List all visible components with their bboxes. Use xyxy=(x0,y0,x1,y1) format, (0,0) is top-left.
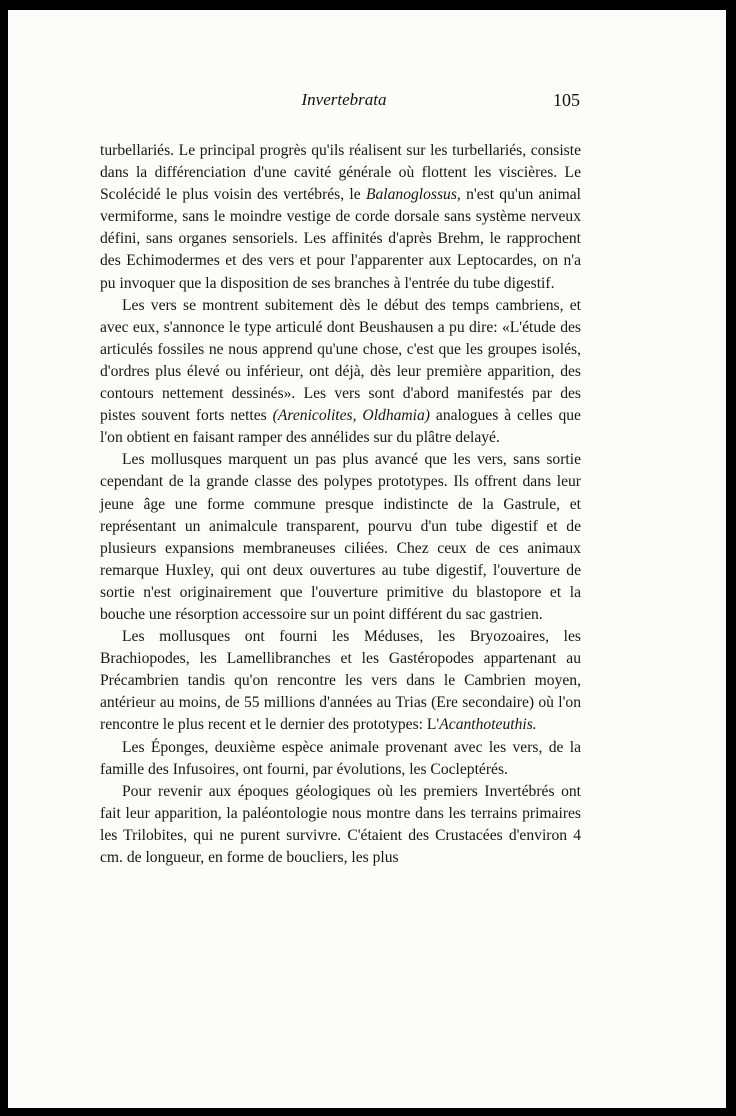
running-title: Invertebrata xyxy=(301,90,387,109)
text-segment: n'est qu'un animal vermiforme, sans le moindre vestige de corde dorsale sans système nerveux défini, sans organes sensoriels. Les affinités d'après Brehm, le rapprochent des Echimodermes et des vers et pour l'apparenter aux Leptocardes, on n'a pu invoquer que la disposition de ses branches à l'entrée du tube digestif. xyxy=(100,186,581,292)
paragraph xyxy=(100,295,581,450)
body-text xyxy=(100,140,581,869)
text-segment: Les vers se montrent subitement dès le début des temps cambriens, et avec eux, s'annonce le type articulé dont Beushausen a pu dire: «L'étude des articulés fossiles ne nous apprend qu'une chose, c'est que les groupes isolés, d'ordres plus élevé ou inférieur, ont déjà, dès leur première apparition, des contours nettement dessinés». Les vers sont d'abord manifestés par des pistes souvent forts nettes xyxy=(100,296,581,425)
book-page xyxy=(8,10,726,1108)
text-segment: Pour revenir aux époques géologiques où les premiers Invertébrés ont fait leur apparition, la paléontologie nous montre dans les terrains primaires les Trilobites, qui ne purent survivre. C'étaient des Crustacées d'environ 4 cm. de longueur, en forme de boucliers, les plus xyxy=(100,782,581,866)
text-segment: Les mollusques ont fourni les Méduses, les Bryozoaires, les Brachiopodes, les Lamellibranches et les Gastéropodes appartenant au Précambrien tandis qu'on rencontre les vers dans le Cambrien moyen, antérieur au moins, de 55 millions d'années au Trias (Ere secondaire) où l'on rencontre le plus recent et le dernier des prototypes: L' xyxy=(100,628,581,734)
page-number: 105 xyxy=(553,90,580,110)
paragraph xyxy=(100,626,581,736)
italic-term: Balanoglossus, xyxy=(365,186,461,204)
italic-term: (Arenicolites, Oldhamia) xyxy=(272,407,431,425)
text-segment: turbellariés. Le principal progrès qu'ils réalisent sur les turbellariés, consiste dans la différenciation d'une cavité générale où flottent les viscières. Le Scolécidé le plus voisin des vertébrés, le xyxy=(100,142,581,204)
italic-term: Acanthoteuthis. xyxy=(439,716,537,734)
page-header xyxy=(108,90,580,116)
text-segment: analogues à celles que l'on obtient en faisant ramper des annélides sur du plâtre delayé. xyxy=(100,407,581,447)
text-segment: Les Éponges, deuxième espèce animale provenant avec les vers, de la famille des Infusoires, ont fourni, par évolutions, les Cocleptérés. xyxy=(100,738,581,778)
paragraph xyxy=(100,737,581,781)
paragraph xyxy=(100,781,581,869)
text-segment: Les mollusques marquent un pas plus avancé que les vers, sans sortie cependant de la grande classe des polypes prototypes. Ils offrent dans leur jeune âge une forme commune presque indistincte de la Gastrule, et représentant un animalcule transparent, pourvu d'un tube digestif et de plusieurs expansions membraneuses ciliées. Chez ceux de ces animaux remarque Huxley, qui ont deux ouvertures au tube digestif, l'ouverture de sortie n'est originairement que l'ouverture primitive du blastopore et la bouche une résorption accessoire sur un point différent du sac gastrien. xyxy=(100,451,581,623)
paragraph xyxy=(100,449,581,626)
paragraph xyxy=(100,140,581,295)
